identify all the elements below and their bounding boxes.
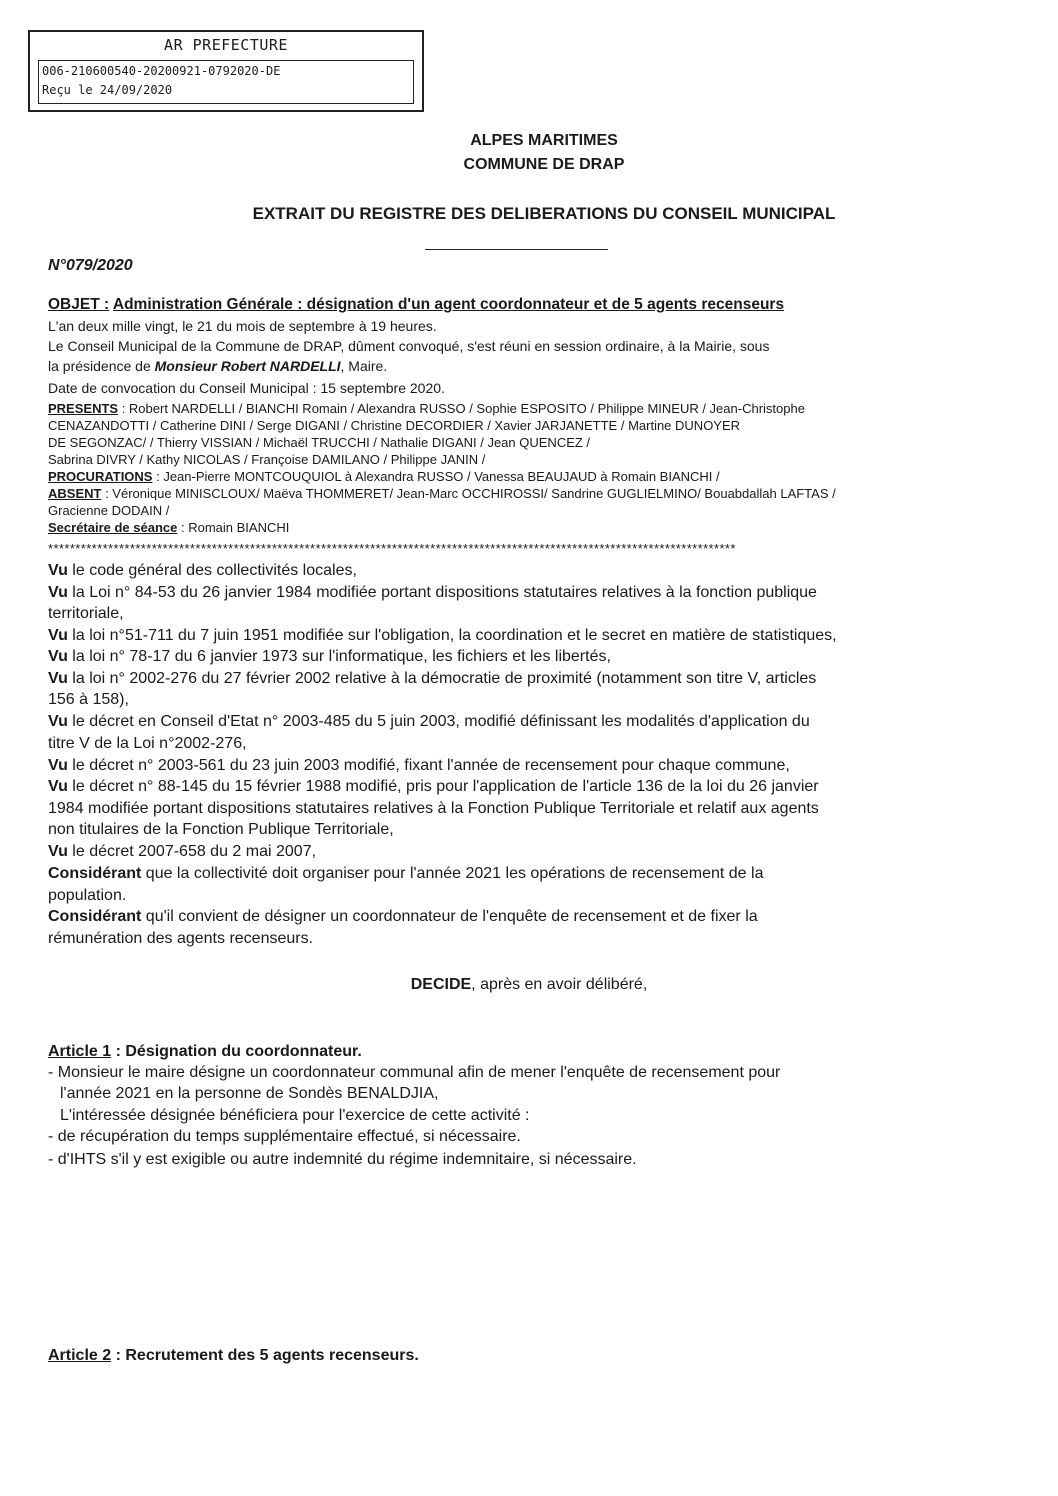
visa-4: Vu la loi n° 78-17 du 6 janvier 1973 sur l'informatique, les fichiers et les libertés,: [48, 648, 611, 665]
article-2-heading: Article 2 : Recrutement des 5 agents recenseurs.: [48, 1347, 419, 1364]
intro-convocation-date: Date de convocation du Conseil Municipal : 15 septembre 2020.: [48, 380, 445, 396]
article-1-label: Article 1: [48, 1043, 112, 1060]
objet-line: [48, 296, 784, 314]
article-1-heading: Article 1 : Désignation du coordonnateur.: [48, 1043, 362, 1060]
visa-8-cont-1: 1984 modifiée portant dispositions statutaires relatives à la Fonction Publique Territoriale et relatif aux agents: [48, 800, 819, 817]
article-1-line-2: l'année 2021 en la personne de Sondès BENALDJIA,: [60, 1085, 439, 1102]
article-1-line-5: - d'IHTS s'il y est exigible ou autre indemnité du régime indemnitaire, si nécessaire.: [48, 1151, 637, 1168]
stamp-received-date: Reçu le 24/09/2020: [42, 83, 173, 97]
department-heading: ALPES MARITIMES: [470, 132, 618, 149]
absent-line-1: ABSENT : Véronique MINISCLOUX/ Maëva THOMMERET/ Jean-Marc OCCHIROSSI/ Sandrine GUGLIELMINO/ Bouabdallah LAFTAS /: [48, 486, 836, 501]
presents-line-4: Sabrina DIVRY / Kathy NICOLAS / Françoise DAMILANO / Philippe JANIN /: [48, 452, 486, 467]
considerant-2-cont: rémunération des agents recenseurs.: [48, 930, 314, 947]
separator-stars: ******************************************************************************************************************************: [48, 541, 736, 556]
article-1-line-4: - de récupération du temps supplémentaire effectué, si nécessaire.: [48, 1128, 521, 1145]
deliberation-number: N°079/2020: [48, 257, 133, 274]
visa-5: Vu la loi n° 2002-276 du 27 février 2002 relative à la démocratie de proximité (notamment son titre V, articles: [48, 670, 817, 687]
absent-label: ABSENT: [48, 486, 102, 501]
procurations-line: PROCURATIONS : Jean-Pierre MONTCOUQUIOL à Alexandra RUSSO / Vanessa BEAUJAUD à Romain BIANCHI /: [48, 469, 720, 484]
visa-3: Vu la loi n°51-711 du 7 juin 1951 modifiée sur l'obligation, la coordination et le secret en matière de statistiques,: [48, 627, 837, 644]
stamp-reference: 006-210600540-20200921-0792020-DE: [42, 64, 281, 78]
visa-8: Vu le décret n° 88-145 du 15 février 1988 modifié, pris pour l'application de l'article 136 de la loi du 26 janvier: [48, 778, 819, 795]
presents-line-3: DE SEGONZAC/ / Thierry VISSIAN / Michaël TRUCCHI / Nathalie DIGANI / Jean QUENCEZ /: [48, 435, 591, 450]
considerant-1-cont: population.: [48, 887, 127, 904]
objet-text: Administration Générale : désignation d'un agent coordonnateur et de 5 agents recenseurs: [112, 296, 785, 313]
secretaire-label: Secrétaire de séance: [48, 520, 178, 535]
visa-5-cont: 156 à 158),: [48, 691, 129, 708]
intro-date: L'an deux mille vingt, le 21 du mois de septembre à 19 heures.: [48, 318, 437, 334]
considerant-2: Considérant qu'il convient de désigner un coordonnateur de l'enquête de recensement et de fixer la: [48, 908, 758, 925]
stamp-title: AR PREFECTURE: [164, 36, 288, 54]
visa-2: Vu la Loi n° 84-53 du 26 janvier 1984 modifiée portant dispositions statutaires relatives à la fonction publique: [48, 584, 817, 601]
visa-2-cont: territoriale,: [48, 605, 124, 622]
visa-7: Vu le décret n° 2003-561 du 23 juin 2003 modifié, fixant l'année de recensement pour chaque commune,: [48, 757, 790, 774]
considerant-1: Considérant que la collectivité doit organiser pour l'année 2021 les opérations de recensement de la: [48, 865, 764, 882]
absent-line-2: Gracienne DODAIN /: [48, 503, 170, 518]
visa-1: Vu le code général des collectivités locales,: [48, 562, 357, 579]
intro-convocation: Le Conseil Municipal de la Commune de DRAP, dûment convoqué, s'est réuni en session ordinaire, à la Mairie, sous: [48, 338, 770, 354]
decide-line: DECIDE, après en avoir délibéré,: [410, 976, 648, 993]
objet-label: OBJET :: [48, 296, 110, 313]
title-divider: [425, 249, 608, 250]
document-title: EXTRAIT DU REGISTRE DES DELIBERATIONS DU CONSEIL MUNICIPAL: [252, 204, 836, 223]
presents-line-2: CENAZANDOTTI / Catherine DINI / Serge DIGANI / Christine DECORDIER / Xavier JARJANETTE / Martine DUNOYER: [48, 418, 741, 433]
visa-8-cont-2: non titulaires de la Fonction Publique Territoriale,: [48, 821, 394, 838]
article-1-line-1: - Monsieur le maire désigne un coordonnateur communal afin de mener l'enquête de recensement pour: [48, 1064, 781, 1081]
secretaire-line: Secrétaire de séance : Romain BIANCHI: [48, 520, 290, 535]
visa-6: Vu le décret en Conseil d'Etat n° 2003-485 du 5 juin 2003, modifié définissant les modalités d'application du: [48, 713, 810, 730]
article-1-line-3: L'intéressée désignée bénéficiera pour l'exercice de cette activité :: [60, 1107, 530, 1124]
presents-line-1: PRESENTS : Robert NARDELLI / BIANCHI Romain / Alexandra RUSSO / Sophie ESPOSITO / Philippe MINEUR / Jean-Christophe: [48, 401, 805, 416]
article-2-label: Article 2: [48, 1347, 112, 1364]
visa-9: Vu le décret 2007-658 du 2 mai 2007,: [48, 843, 317, 860]
presents-label: PRESENTS: [48, 401, 119, 416]
mayor-name: Monsieur Robert NARDELLI: [154, 358, 341, 374]
commune-heading: COMMUNE DE DRAP: [463, 156, 625, 173]
prefecture-stamp: [28, 30, 424, 112]
intro-presidence: la présidence de Monsieur Robert NARDELLI, Maire.: [48, 358, 388, 374]
procurations-label: PROCURATIONS: [48, 469, 153, 484]
visa-6-cont: titre V de la Loi n°2002-276,: [48, 735, 247, 752]
stamp-details: [38, 60, 414, 104]
